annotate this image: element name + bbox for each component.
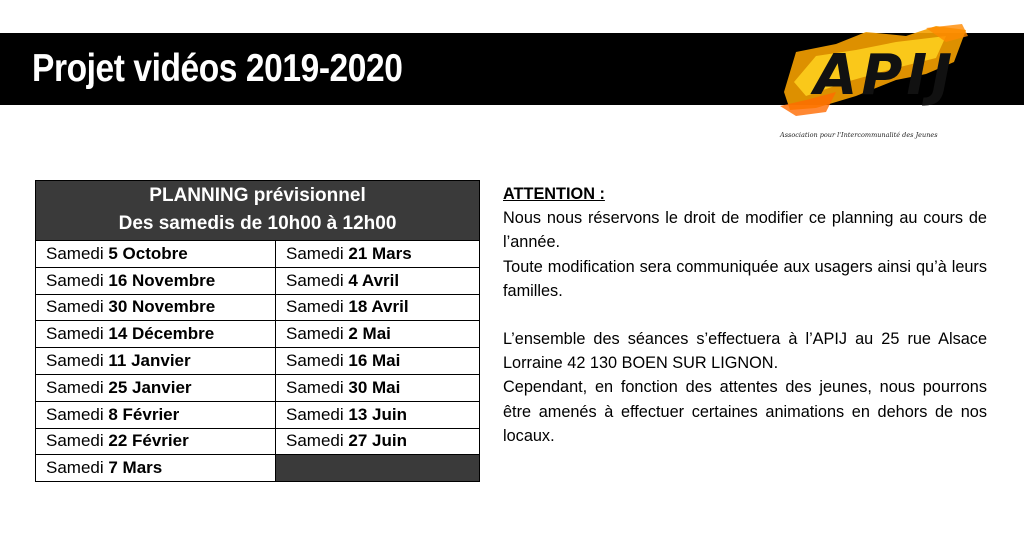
day-label: Samedi [46, 431, 104, 451]
planning-cell [276, 374, 480, 401]
planning-cell [276, 455, 480, 482]
table-row [36, 241, 480, 268]
date-label: 16 Mai [348, 351, 401, 371]
day-label: Samedi [46, 351, 104, 371]
notice-paragraph-3: L’ensemble des séances s’effectuera à l’APIJ au 25 rue Alsace Lorraine 42 130 BOEN SUR LIGNON. [503, 330, 987, 373]
planning-cell [276, 294, 480, 321]
planning-header [36, 181, 480, 241]
day-label: Samedi [46, 324, 104, 344]
date-label: 4 Avril [348, 270, 400, 290]
date-label: 14 Décembre [108, 324, 215, 344]
day-label: Samedi [46, 458, 104, 478]
planning-body [36, 241, 480, 482]
notice-paragraph-4: Cependant, en fonction des attentes des jeunes, nous pourrons être amenés à effectuer certaines animations en dehors de nos locaux. [503, 378, 987, 445]
table-row [36, 348, 480, 375]
planning-cell [36, 374, 276, 401]
planning-cell [276, 401, 480, 428]
day-label: Samedi [286, 431, 344, 451]
date-label: 30 Novembre [108, 297, 216, 317]
date-label: 21 Mars [348, 243, 412, 263]
planning-subtitle: Des samedis de 10h00 à 12h00 [118, 213, 397, 234]
date-label: 16 Novembre [108, 270, 216, 290]
date-label: 25 Janvier [108, 377, 192, 397]
notice-paragraph-1: Nous nous réservons le droit de modifier ce planning au cours de l’année. [503, 209, 987, 252]
day-label: Samedi [46, 270, 104, 290]
table-row [36, 374, 480, 401]
planning-cell [276, 267, 480, 294]
date-label: 11 Janvier [108, 351, 191, 371]
day-label: Samedi [46, 297, 104, 317]
planning-cell [36, 321, 276, 348]
day-label: Samedi [286, 243, 344, 263]
date-label: 30 Mai [348, 377, 401, 397]
date-label: 13 Juin [348, 404, 407, 424]
planning-cell [276, 241, 480, 268]
table-row [36, 455, 480, 482]
planning-cell [276, 428, 480, 455]
logo-text: APIJ [814, 43, 957, 108]
day-label: Samedi [46, 404, 104, 424]
table-row [36, 321, 480, 348]
planning-cell [36, 241, 276, 268]
planning-cell [276, 348, 480, 375]
notice-block [503, 182, 987, 448]
table-row [36, 294, 480, 321]
planning-table [35, 180, 480, 482]
table-row [36, 401, 480, 428]
planning-cell [36, 267, 276, 294]
apij-logo [776, 22, 972, 118]
day-label: Samedi [286, 404, 344, 424]
planning-title: PLANNING prévisionnel [149, 185, 366, 206]
notice-paragraph-2: Toute modification sera communiquée aux usagers ainsi qu’à leurs familles. [503, 257, 987, 300]
date-label: 5 Octobre [108, 243, 188, 263]
day-label: Samedi [286, 351, 344, 371]
day-label: Samedi [286, 297, 344, 317]
notice-heading: ATTENTION : [503, 185, 605, 203]
day-label: Samedi [286, 324, 344, 344]
date-label: 2 Mai [348, 324, 391, 344]
date-label: 18 Avril [348, 297, 409, 317]
logo-subtitle: Association pour l'Intercommunalité des Jeunes [780, 131, 938, 139]
day-label: Samedi [286, 270, 344, 290]
planning-cell [36, 455, 276, 482]
table-row [36, 428, 480, 455]
table-row [36, 267, 480, 294]
date-label: 27 Juin [348, 431, 407, 451]
day-label: Samedi [46, 377, 104, 397]
day-label: Samedi [286, 377, 344, 397]
planning-cell [36, 428, 276, 455]
planning-cell [36, 348, 276, 375]
planning-cell [36, 294, 276, 321]
day-label: Samedi [46, 243, 104, 263]
planning-cell [36, 401, 276, 428]
date-label: 7 Mars [108, 458, 163, 478]
date-label: 8 Février [108, 404, 180, 424]
planning-cell [276, 321, 480, 348]
page-title: Projet vidéos 2019-2020 [32, 47, 403, 90]
date-label: 22 Février [108, 431, 189, 451]
